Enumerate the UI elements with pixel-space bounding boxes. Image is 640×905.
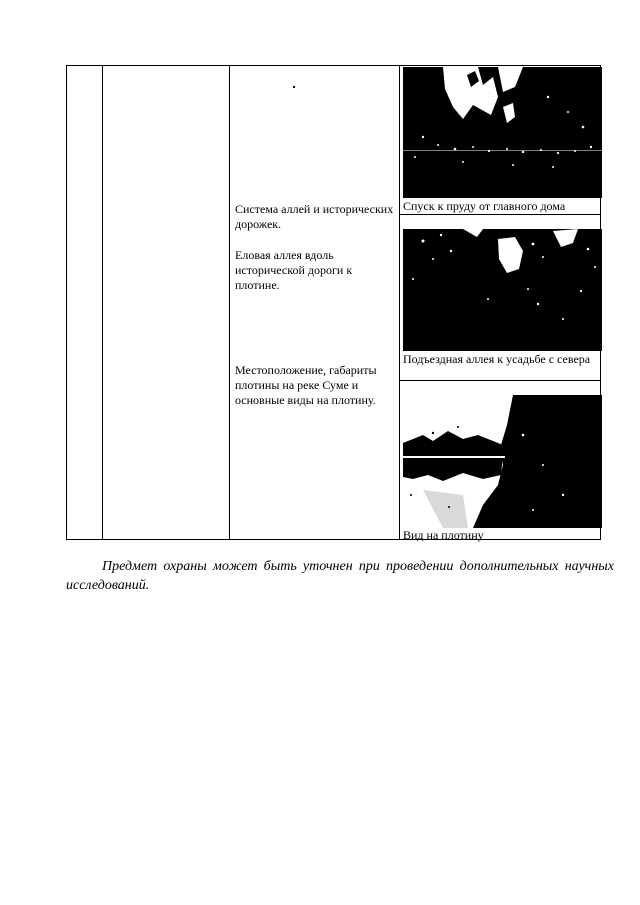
table-column-divider [229, 66, 230, 539]
closing-note: Предмет охраны может быть уточнен при проведении дополнительных научных исследований. [66, 559, 614, 593]
protection-table [66, 65, 601, 540]
photo-caption: Спуск к пруду от главного дома [403, 199, 566, 213]
caption-divider [400, 380, 601, 381]
photo-north-alley [403, 229, 602, 351]
photo-caption: Подъездная аллея к усадьбе с севера [403, 352, 591, 366]
table-cell-description: Местоположение, габариты плотины на реке Суме и основные виды на плотину. [235, 363, 377, 407]
photo-dam-view [403, 395, 602, 528]
photo-pond-descent [403, 67, 602, 198]
caption-divider [400, 214, 601, 215]
scan-speck [293, 86, 295, 88]
photo-caption: Вид на плотину [403, 528, 484, 542]
table-column-divider [399, 66, 400, 539]
table-cell-description: Система аллей и исторических дорожек. [235, 202, 394, 231]
table-cell-description: Еловая аллея вдоль исторической дороги к плотине. [235, 248, 353, 292]
table-column-divider [102, 66, 103, 539]
